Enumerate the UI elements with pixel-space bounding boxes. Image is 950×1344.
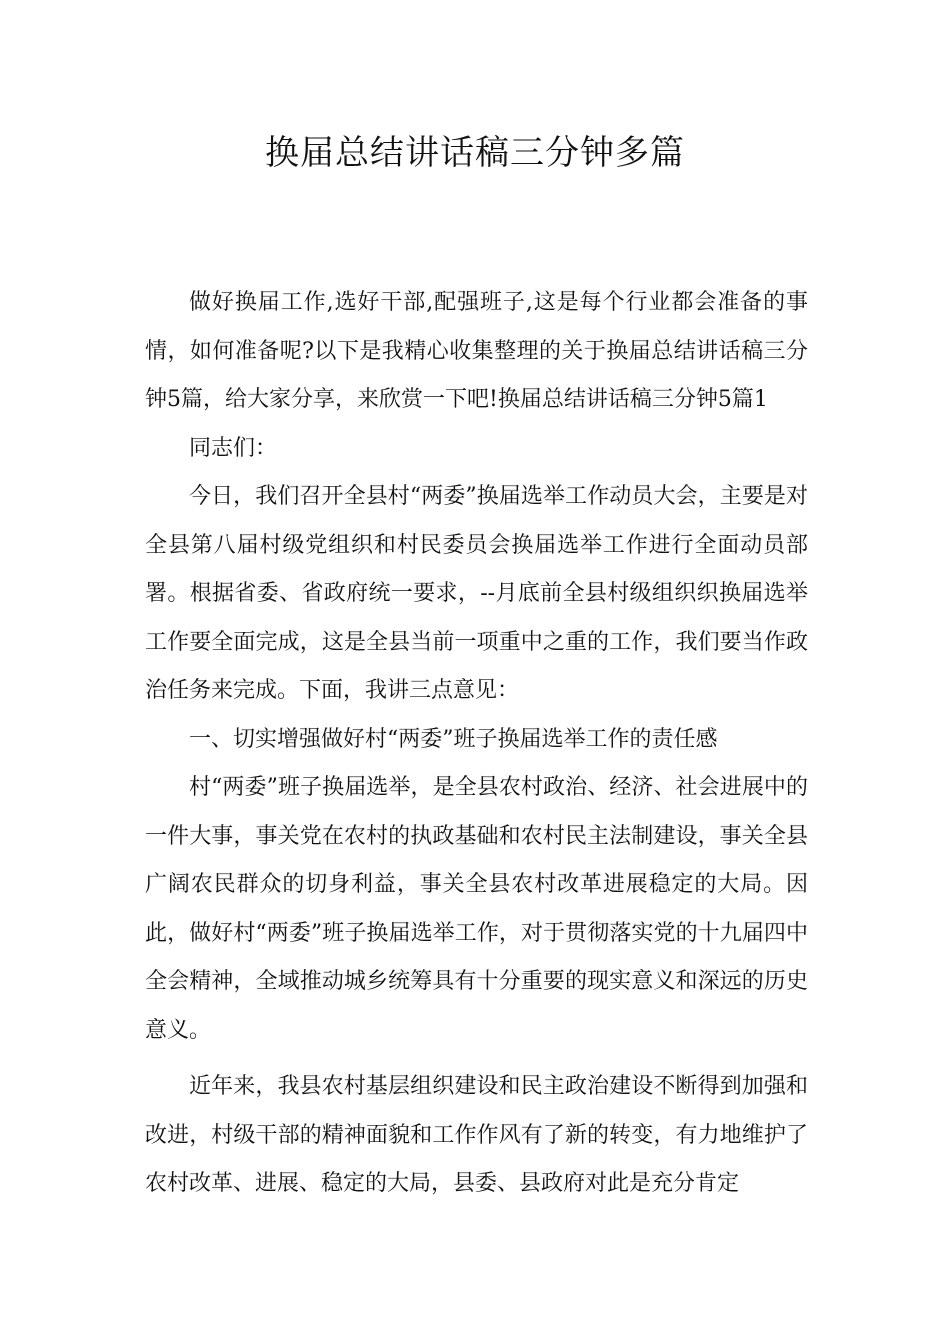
paragraph-significance: 村“两委”班子换届选举，是全县农村政治、经济、社会进展中的一件大事，事关党在农村的执政基础和农村民主法制建设，事关全县广阔农民群众的切身利益，事关全县农村改革进展稳定的大局。因此，做好村“两委”班子换届选举工作，对于贯彻落实党的十九届四中全会精神，全域推动城乡统筹具有十分重要的现实意义和深远的历史意义。 (145, 775, 808, 1043)
paragraph-opening: 今日，我们召开全县村“两委”换届选举工作动员大会，主要是对全县第八届村级党组织和村民委员会换届选举工作进行全面动员部署。根据省委、省政府统一要求，--月底前全县村级组织织换届选举工作要全面完成，这是全县当前一项重中之重的工作，我们要当作政治任务来完成。下面，我讲三点意见： (145, 484, 808, 703)
paragraph-recent-years: 近年来，我县农村基层组织建设和民主政治建设不断得到加强和改进，村级干部的精神面貌和工作作风有了新的转变，有力地维护了农村改革、进展、稳定的大局，县委、县政府对此是充分肯定 (145, 1074, 808, 1196)
section-heading-1: 一、切实增强做好村“两委”班子换届选举工作的责任感 (189, 726, 718, 752)
document-body (145, 279, 808, 1209)
paragraph-intro: 做好换届工作,选好干部,配强班子,这是每个行业都会准备的事情，如何准备呢?以下是我精心收集整理的关于换届总结讲话稿三分钟5篇，给大家分享，来欣赏一下吧!换届总结讲话稿三分钟5篇1 (145, 290, 808, 412)
paragraph-salutation: 同志们： (189, 435, 278, 461)
document-title: 换届总结讲话稿三分钟多篇 (265, 133, 685, 173)
